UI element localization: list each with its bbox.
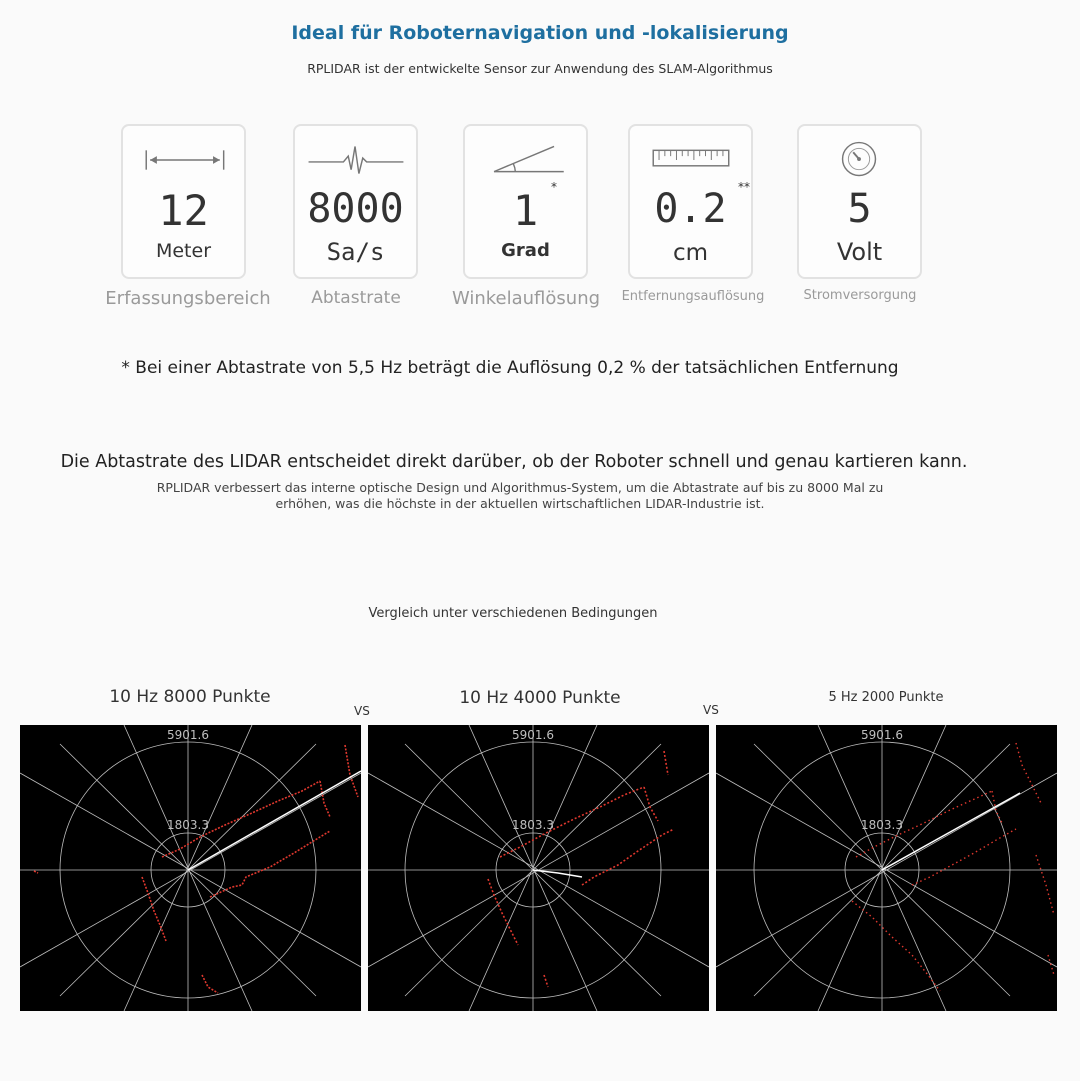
spec-unit: Sa/s	[326, 238, 385, 266]
vs-label: VS	[703, 703, 719, 717]
lidar-scan-plot	[20, 725, 361, 1011]
section-title: Die Abtastrate des LIDAR entscheidet direkt darüber, ob der Roboter schnell und genau kartieren kann.	[60, 452, 968, 472]
outer-ring-label: 5901.6	[167, 728, 209, 742]
spec-card-range	[121, 124, 246, 279]
ruler-icon	[630, 140, 751, 180]
scan-beam	[188, 771, 361, 870]
spec-unit: Volt	[836, 238, 883, 266]
outer-ring-label: 5901.6	[512, 728, 554, 742]
spec-value: 5	[847, 186, 872, 232]
footnote-mark: *	[551, 180, 557, 194]
pulse-wave-icon	[295, 140, 416, 180]
spec-card-sample-rate	[293, 124, 418, 279]
spec-value: 1	[512, 186, 539, 235]
spec-caption: Winkelauflösung	[451, 288, 601, 309]
spec-caption: Stromversorgung	[803, 288, 917, 303]
comparison-title: Vergleich unter verschiedenen Bedingungen	[368, 606, 658, 621]
spec-caption: Abtastrate	[311, 288, 401, 308]
section-text: RPLIDAR verbessert das interne optische Design und Algorithmus-System, um die Abtastrate auf bis zu 8000 Mal zu erhöhen, was die höchste in der aktuellen wirtschaftlichen LIDAR-Industrie ist.	[156, 480, 884, 511]
lidar-scan-plot	[368, 725, 709, 1011]
lidar-scan-panel	[716, 725, 1057, 1011]
spec-card-power	[797, 124, 922, 279]
panel-label: 10 Hz 8000 Punkte	[109, 687, 271, 707]
polar-grid	[368, 725, 709, 1011]
range-arrow-icon	[123, 140, 244, 180]
lidar-scan-panel	[20, 725, 361, 1011]
footnote-text: * Bei einer Abtastrate von 5,5 Hz beträgt die Auflösung 0,2 % der tatsächlichen Entfernung	[121, 358, 899, 378]
spec-value: 0.2	[654, 186, 727, 232]
spec-card-angle	[463, 124, 588, 279]
spec-unit: Grad	[501, 240, 550, 261]
inner-ring-label: 1803.3	[512, 818, 554, 832]
footnote-mark: **	[738, 180, 750, 194]
spec-card-distance	[628, 124, 753, 279]
scan-beam	[533, 870, 582, 877]
spec-unit: cm	[672, 240, 709, 266]
lidar-scan-plot	[716, 725, 1057, 1011]
inner-ring-label: 1803.3	[861, 818, 903, 832]
panel-label: 10 Hz 4000 Punkte	[459, 688, 621, 708]
scan-points	[34, 745, 358, 993]
page-title: Ideal für Roboternavigation und -lokalisierung	[291, 22, 789, 44]
lidar-scan-panel	[368, 725, 709, 1011]
spec-value: 8000	[307, 186, 404, 232]
outer-ring-label: 5901.6	[861, 728, 903, 742]
spec-value: 12	[158, 186, 209, 235]
gauge-icon	[799, 140, 920, 180]
page-subtitle: RPLIDAR ist der entwickelte Sensor zur Anwendung des SLAM-Algorithmus	[307, 61, 773, 76]
spec-unit: Meter	[155, 240, 212, 262]
scan-points	[488, 751, 674, 987]
angle-icon	[465, 140, 586, 180]
spec-caption: Entfernungsauflösung	[621, 289, 765, 304]
panel-label: 5 Hz 2000 Punkte	[828, 690, 944, 705]
vs-label: VS	[354, 704, 370, 718]
spec-caption: Erfassungsbereich	[105, 288, 271, 309]
inner-ring-label: 1803.3	[167, 818, 209, 832]
